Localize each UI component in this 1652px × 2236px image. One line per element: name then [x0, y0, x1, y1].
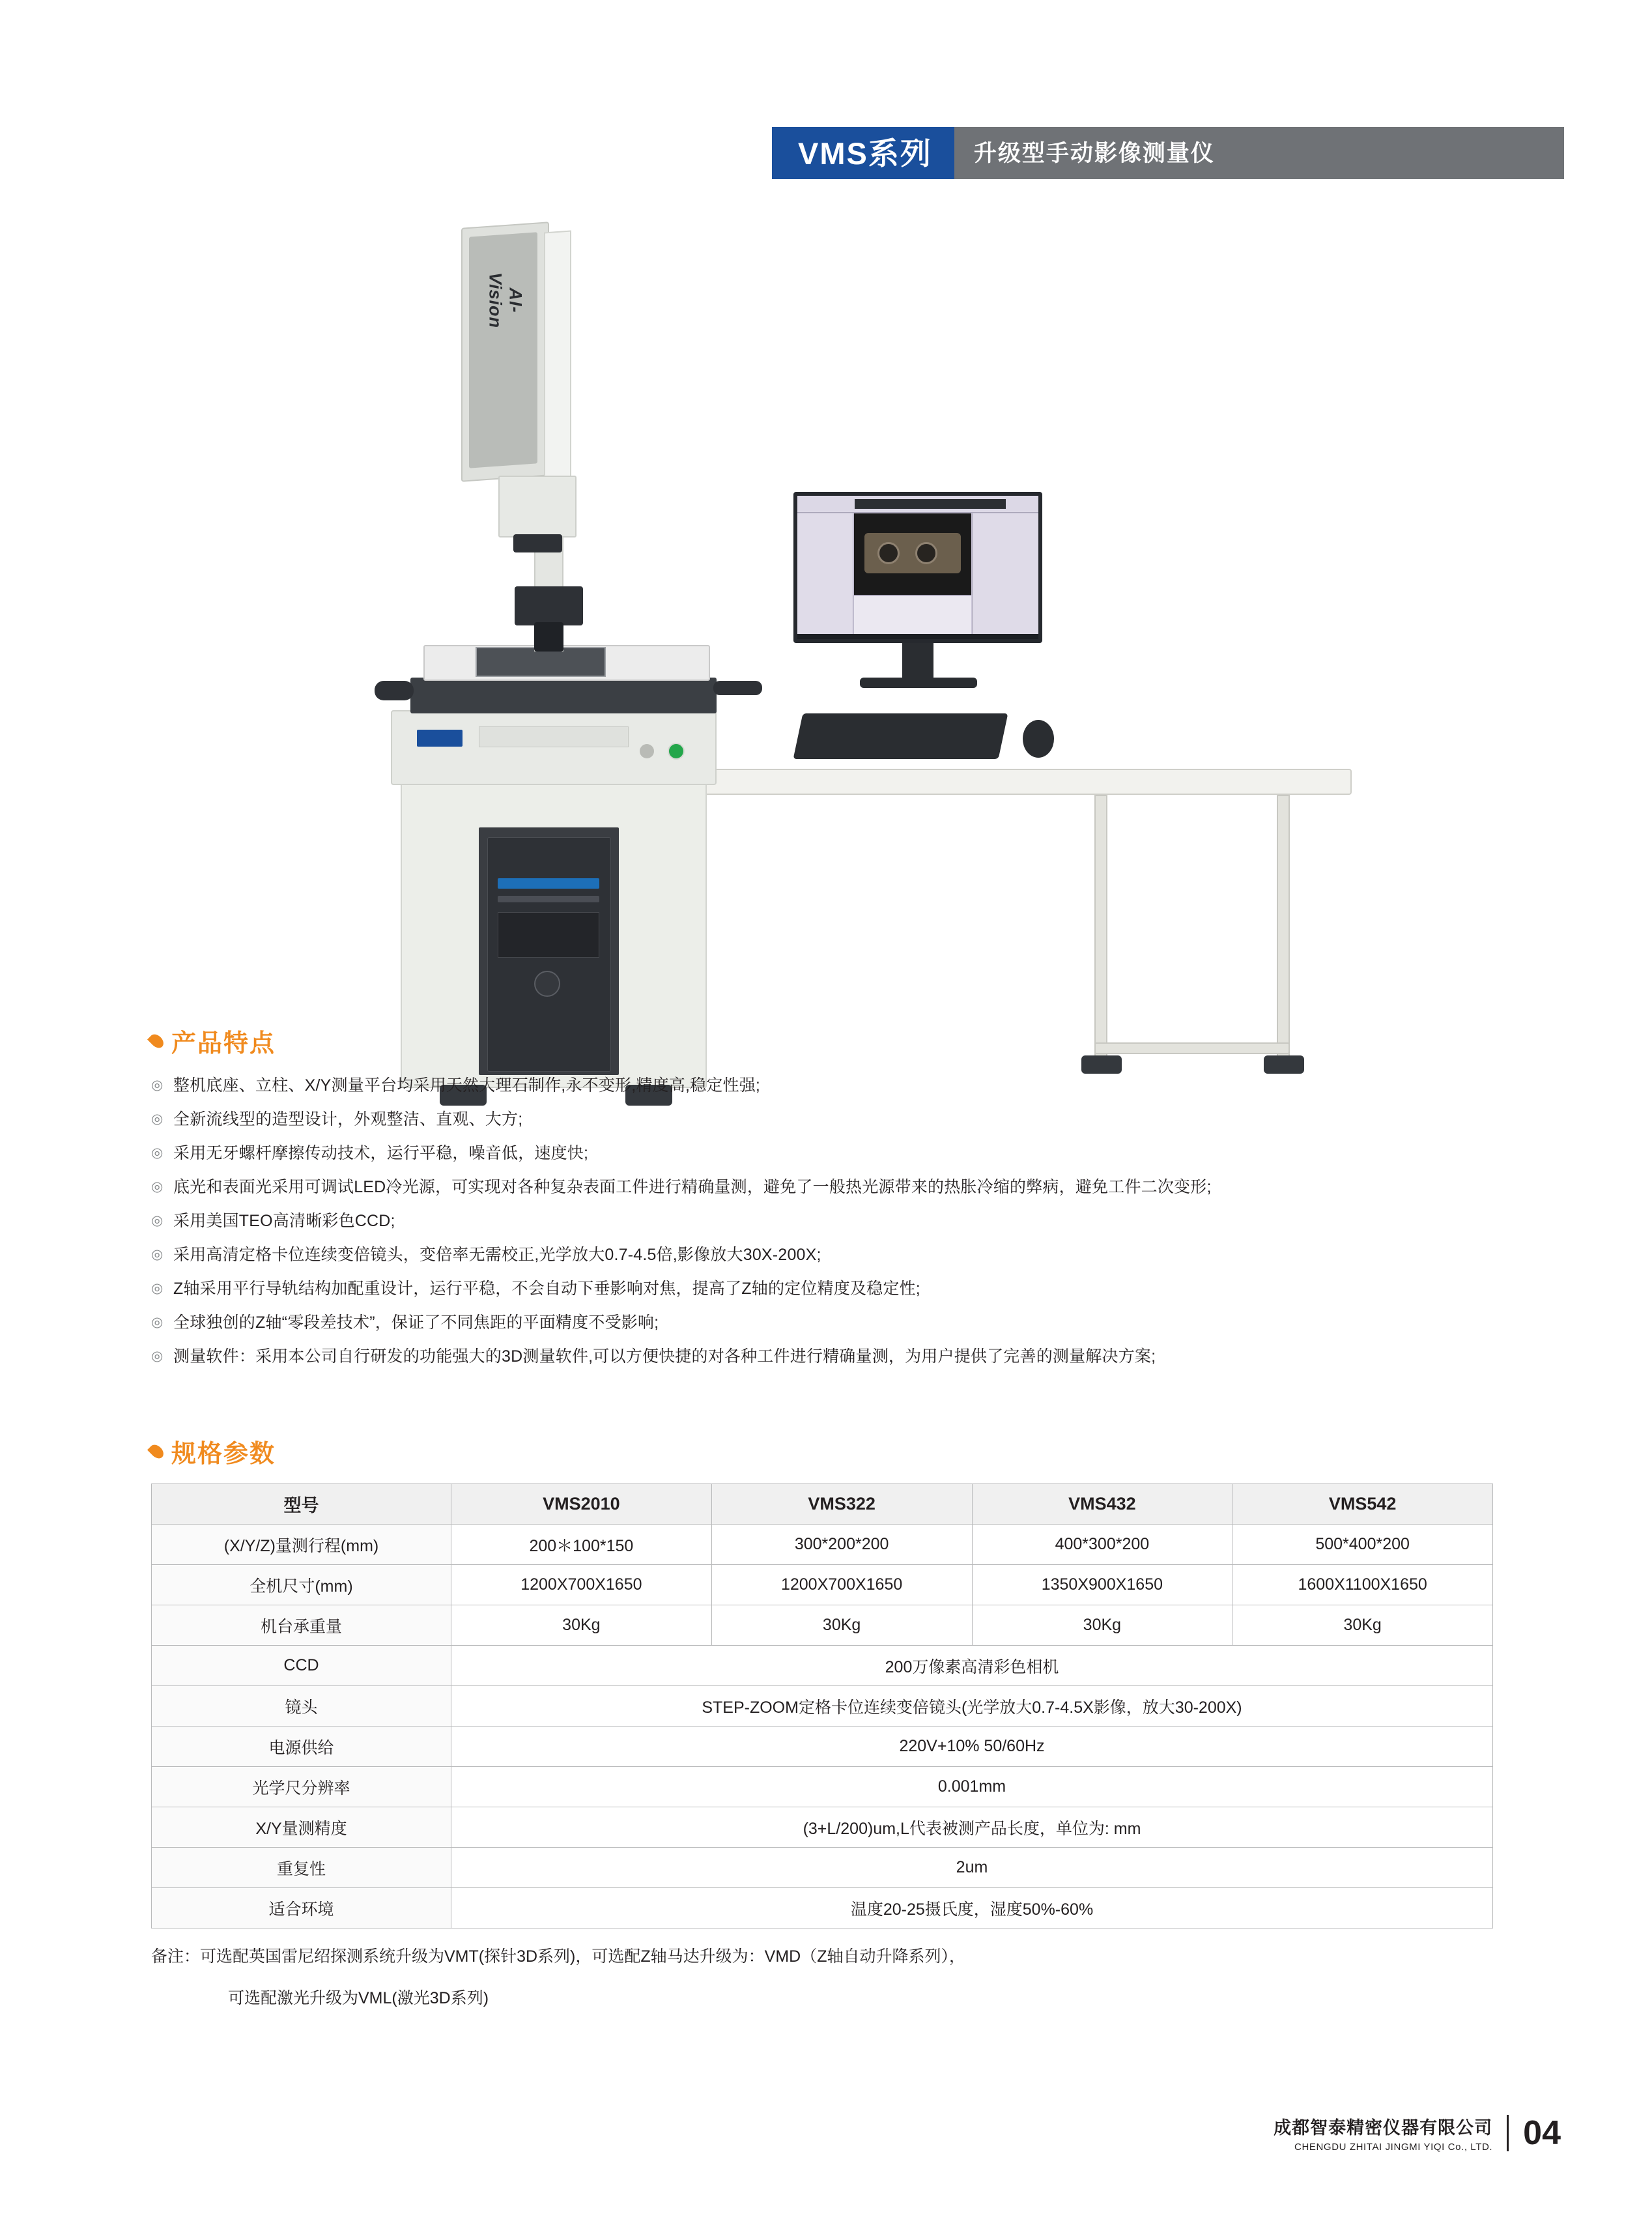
- base-gray-button-icon: [640, 744, 654, 758]
- objective-lens: [534, 622, 563, 652]
- bullet-icon: ◎: [151, 1078, 164, 1093]
- row-label: 适合环境: [152, 1888, 451, 1928]
- specs-note-line-1: 备注：可选配英国雷尼绍探测系统升级为VMT(探针3D系列)，可选配Z轴马达升级为：VMD（Z轴自动升降系列），: [151, 1947, 965, 1966]
- table-cell: 300*200*200: [711, 1525, 972, 1565]
- stage-knob-right: [713, 681, 762, 695]
- list-item: [151, 1276, 1571, 1301]
- table-cell: 30Kg: [451, 1605, 712, 1646]
- table-row: [152, 1848, 1493, 1888]
- table-row: [152, 1767, 1493, 1807]
- specs-heading: [151, 1433, 1506, 1469]
- list-item: [151, 1344, 1571, 1369]
- table-row: [152, 1646, 1493, 1686]
- base-label-plate: [479, 726, 629, 747]
- droplet-icon: [147, 1442, 166, 1461]
- table-cell: 1200X700X1650: [451, 1565, 712, 1605]
- table-cell: STEP-ZOOM定格卡位连续变倍镜头(光学放大0.7-4.5X影像，放大30-200X): [451, 1686, 1493, 1727]
- camera-brand-label: AI-Vision: [485, 272, 526, 328]
- workpiece-hole-right: [915, 542, 937, 564]
- stage-knob-left: [375, 681, 414, 700]
- table-cell: 30Kg: [711, 1605, 972, 1646]
- bullet-icon: ◎: [151, 1145, 164, 1160]
- row-label: 镜头: [152, 1686, 451, 1727]
- pc-front-panel: [498, 912, 599, 958]
- row-label: 机台承重量: [152, 1605, 451, 1646]
- monitor-stand-base: [860, 678, 977, 688]
- table-row: [152, 1686, 1493, 1727]
- pc-front-band-secondary: [498, 896, 599, 902]
- software-camera-view: [854, 513, 971, 595]
- table-cell: 2um: [451, 1848, 1493, 1888]
- keyboard: [793, 713, 1008, 759]
- table-cell: 温度20-25摄氏度，湿度50%-60%: [451, 1888, 1493, 1928]
- software-right-panel: [972, 513, 1038, 634]
- feature-text: 测量软件：采用本公司自行研发的功能强大的3D测量软件,可以方便快捷的对各种工件进行精确量测，为用户提供了完善的测量解决方案;: [173, 1347, 1156, 1366]
- banner-subtitle: 升级型手动影像测量仪: [954, 127, 1564, 179]
- table-cell: 200万像素高清彩色相机: [451, 1646, 1493, 1686]
- row-label: 电源供给: [152, 1727, 451, 1767]
- feature-text: 底光和表面光采用可调试LED冷光源，可实现对各种复杂表面工件进行精确量测，避免了一般热光源带来的热胀冷缩的弊病，避免工件二次变形;: [173, 1178, 1212, 1196]
- monitor-screen: [797, 496, 1038, 634]
- list-item: [151, 1141, 1571, 1166]
- table-row: [152, 1888, 1493, 1928]
- table-row: [152, 1807, 1493, 1848]
- mouse: [1023, 720, 1054, 758]
- camera-zoom-ring: [513, 534, 562, 552]
- bullet-icon: ◎: [151, 1213, 164, 1228]
- pc-front-band: [498, 878, 599, 889]
- bullet-icon: ◎: [151, 1349, 164, 1364]
- list-item: [151, 1073, 1571, 1098]
- feature-text: 全新流线型的造型设计，外观整洁、直观、大方;: [173, 1110, 523, 1128]
- table-row: [152, 1605, 1493, 1646]
- desk-top: [668, 769, 1352, 795]
- bullet-icon: ◎: [151, 1281, 164, 1296]
- feature-text: Z轴采用平行导轨结构加配重设计，运行平稳，不会自动下垂影响对焦，提高了Z轴的定位精度及稳定性;: [173, 1280, 920, 1298]
- table-row: [152, 1525, 1493, 1565]
- column-header: VMS322: [711, 1484, 972, 1525]
- company-name-cn: 成都智泰精密仪器有限公司: [1274, 2118, 1493, 2138]
- header-banner: [772, 127, 1564, 179]
- list-item: [151, 1175, 1571, 1199]
- feature-text: 整机底座、立柱、X/Y测量平台均采用天然大理石制作,永不变形,精度高,稳定性强;: [173, 1076, 761, 1095]
- z-axis-head: [515, 586, 583, 625]
- product-photo: [339, 195, 1355, 997]
- table-cell: 1200X700X1650: [711, 1565, 972, 1605]
- row-label: (X/Y/Z)量测行程(mm): [152, 1525, 451, 1565]
- granite-stage-lower: [410, 678, 717, 713]
- row-label: CCD: [152, 1646, 451, 1686]
- table-cell: 0.001mm: [451, 1767, 1493, 1807]
- table-cell: 200＊100*150: [451, 1525, 712, 1565]
- camera-body-side: [544, 231, 571, 480]
- table-cell: 1600X1100X1650: [1232, 1565, 1493, 1605]
- features-heading: [151, 1023, 1571, 1059]
- footer-company: [1274, 2114, 1492, 2153]
- specs-note-line-2: 可选配激光升级为VML(激光3D系列): [228, 1989, 489, 2007]
- droplet-icon: [147, 1031, 166, 1050]
- base-green-button-icon: [668, 743, 685, 760]
- row-label: 光学尺分辨率: [152, 1767, 451, 1807]
- table-row: [152, 1727, 1493, 1767]
- feature-text: 采用美国TEO高清晰彩色CCD;: [173, 1212, 395, 1230]
- company-name-en: CHENGDU ZHITAI JINGMI YIQI Co., LTD.: [1294, 2142, 1493, 2153]
- column-header: VMS432: [972, 1484, 1232, 1525]
- specs-title: 规格参数: [171, 1440, 276, 1468]
- feature-text: 采用高清定格卡位连续变倍镜头，变倍率无需校正,光学放大0.7-4.5倍,影像放大30X-200X;: [173, 1246, 821, 1264]
- pc-power-button-icon: [534, 971, 560, 997]
- row-label: 全机尺寸(mm): [152, 1565, 451, 1605]
- bullet-icon: ◎: [151, 1111, 164, 1126]
- features-section: [151, 1023, 1571, 1378]
- column-header: 型号: [152, 1484, 451, 1525]
- page-number: 04: [1523, 2114, 1561, 2152]
- list-item: [151, 1209, 1571, 1233]
- monitor-neck: [902, 643, 933, 679]
- specifications-section: [151, 1433, 1506, 2012]
- software-toolbar: [855, 499, 1006, 509]
- column-header: VMS2010: [451, 1484, 712, 1525]
- table-cell: 30Kg: [972, 1605, 1232, 1646]
- bullet-icon: ◎: [151, 1247, 164, 1262]
- camera-body-inner: [469, 232, 537, 468]
- software-result-panel: [854, 595, 971, 634]
- feature-text: 采用无牙螺杆摩擦传动技术，运行平稳，噪音低，速度快;: [173, 1144, 589, 1162]
- table-row: [152, 1565, 1493, 1605]
- workpiece-hole-left: [877, 542, 900, 564]
- specifications-table: [151, 1484, 1493, 1928]
- table-cell: 500*400*200: [1232, 1525, 1493, 1565]
- bullet-icon: ◎: [151, 1179, 164, 1194]
- feature-text: 全球独创的Z轴“零段差技术”，保证了不同焦距的平面精度不受影响;: [173, 1313, 659, 1332]
- banner-series-title: VMS系列: [772, 127, 954, 179]
- row-label: X/Y量测精度: [152, 1807, 451, 1848]
- list-item: [151, 1107, 1571, 1132]
- page-footer: [1274, 2114, 1561, 2153]
- list-item: [151, 1310, 1571, 1335]
- footer-divider: [1507, 2115, 1509, 2151]
- software-left-panel: [797, 513, 853, 634]
- column-header: VMS542: [1232, 1484, 1493, 1525]
- table-cell: (3+L/200)um,L代表被测产品长度，单位为: mm: [451, 1807, 1493, 1848]
- base-brand-logo: [417, 730, 463, 747]
- camera-mid-housing: [498, 476, 577, 538]
- table-cell: 30Kg: [1232, 1605, 1493, 1646]
- table-cell: 1350X900X1650: [972, 1565, 1232, 1605]
- bullet-icon: ◎: [151, 1315, 164, 1330]
- list-item: [151, 1242, 1571, 1267]
- row-label: 重复性: [152, 1848, 451, 1888]
- features-title: 产品特点: [171, 1030, 276, 1057]
- table-cell: 220V+10% 50/60Hz: [451, 1727, 1493, 1767]
- table-cell: 400*300*200: [972, 1525, 1232, 1565]
- table-header-row: [152, 1484, 1493, 1525]
